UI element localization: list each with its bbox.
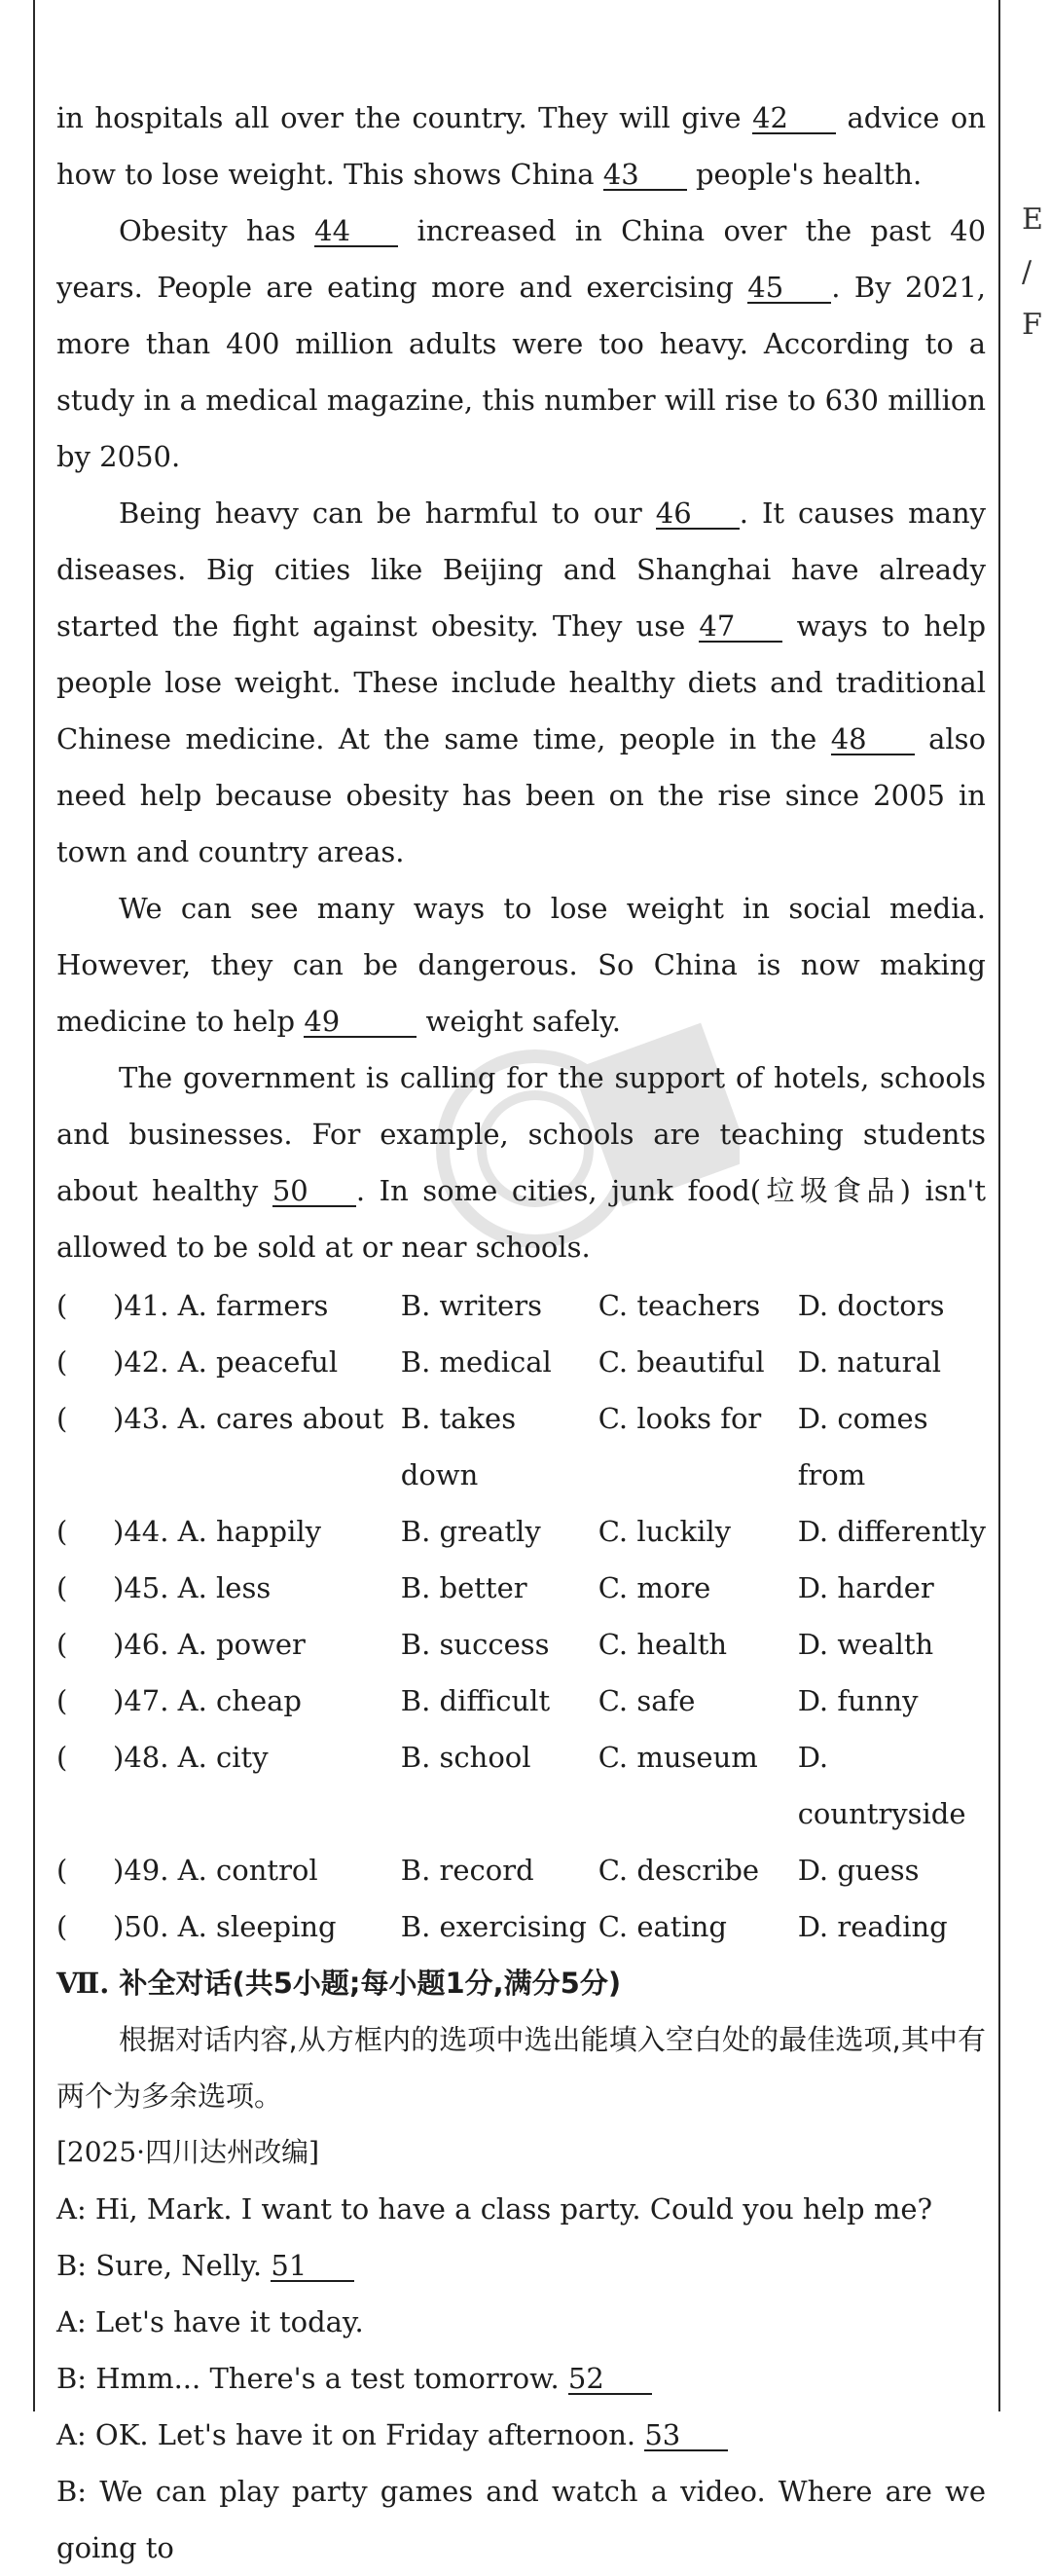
option-d[interactable]: D. harder [797, 1571, 934, 1604]
passage-content [56, 90, 986, 2576]
option-row-46 [56, 1616, 986, 1673]
option-a[interactable]: )46. A. power [113, 1628, 306, 1661]
blank-43[interactable]: 43 [603, 160, 687, 191]
option-a[interactable]: )50. A. sleeping [113, 1910, 337, 1943]
option-b[interactable]: B. record [400, 1854, 534, 1887]
blank-45[interactable]: 45 [747, 273, 831, 304]
dialogue-line-3: A: Let's have it today. [56, 2305, 364, 2338]
option-a[interactable]: )43. A. cares about [113, 1402, 384, 1435]
option-a[interactable]: )41. A. farmers [113, 1289, 329, 1322]
blank-44[interactable]: 44 [314, 216, 398, 247]
option-row-44 [56, 1503, 986, 1560]
option-c[interactable]: C. more [598, 1571, 711, 1604]
blank-50[interactable]: 50 [272, 1176, 356, 1207]
option-b[interactable]: B. exercising [400, 1910, 587, 1943]
option-b[interactable]: B. writers [400, 1289, 543, 1322]
paragraph-5: The government is calling for the support of hotels, schools and businesses. For example, schools are teaching students about healthy 50 . In some cities, junk food(垃圾食品) isn't allowed to be sold at or near schools. [56, 1061, 986, 1264]
answer-paren[interactable]: ( [56, 1628, 68, 1661]
blank-42[interactable]: 42 [752, 103, 836, 134]
option-d[interactable]: D. funny [797, 1684, 919, 1717]
answer-paren[interactable]: ( [56, 1854, 68, 1887]
option-a[interactable]: )44. A. happily [113, 1515, 322, 1548]
option-d[interactable]: D. doctors [797, 1289, 945, 1322]
paragraph-4: We can see many ways to lose weight in social media. However, they can be dangerous. So China is now making medicine to help 49 weight safely. [56, 892, 986, 1038]
edge-glyph-1: E [1022, 202, 1043, 237]
blank-52[interactable]: 52 [568, 2364, 652, 2395]
edge-glyph-2: / [1022, 255, 1033, 289]
dialogue-line-2: B: Sure, Nelly. 51 [56, 2237, 986, 2294]
blank-48[interactable]: 48 [831, 724, 915, 755]
option-a[interactable]: )42. A. peaceful [113, 1345, 339, 1379]
section-heading: Ⅶ. 补全对话(共5小题;每小题1分,满分5分) [56, 1967, 622, 2000]
option-c[interactable]: C. teachers [598, 1289, 761, 1322]
option-d[interactable]: D. guess [797, 1854, 920, 1887]
option-b[interactable]: B. takes down [400, 1402, 517, 1491]
option-row-50 [56, 1898, 986, 1955]
answer-paren[interactable]: ( [56, 1345, 68, 1379]
answer-paren[interactable]: ( [56, 1515, 68, 1548]
option-d[interactable]: D. natural [797, 1345, 942, 1379]
option-c[interactable]: C. looks for [598, 1402, 762, 1435]
option-d[interactable]: D. differently [797, 1515, 986, 1548]
option-a[interactable]: )47. A. cheap [113, 1684, 302, 1717]
option-row-48 [56, 1729, 986, 1842]
option-d[interactable]: D. comes from [797, 1402, 928, 1491]
blank-49[interactable]: 49 [304, 1007, 417, 1038]
option-c[interactable]: C. museum [598, 1741, 758, 1774]
paragraph-2: Obesity has 44 increased in China over the past 40 years. People are eating more and exercising 45 . By 2021, more than 400 million adults were too heavy. According to a study in a medical magazine, this number will rise to 630 million by 2050. [56, 214, 987, 473]
left-margin-line [33, 0, 35, 2411]
option-b[interactable]: B. better [400, 1571, 527, 1604]
option-b[interactable]: B. success [400, 1628, 550, 1661]
option-b[interactable]: B. medical [400, 1345, 552, 1379]
answer-paren[interactable]: ( [56, 1402, 68, 1435]
dialogue-line-6: B: We can play party games and watch a video. Where are we going to [56, 2475, 986, 2564]
paragraph-3: Being heavy can be harmful to our 46 . It causes many diseases. Big cities like Beijing and Shanghai have already started the fight against obesity. They use 47 ways to help people lose weight. These include healthy diets and traditional Chinese medicine. At the same time, people in the 48 also need help because obesity has been on the rise since 2005 in town and country areas. [56, 497, 987, 868]
options-list [56, 1277, 986, 1955]
option-b[interactable]: B. difficult [400, 1684, 551, 1717]
option-c[interactable]: C. eating [598, 1910, 727, 1943]
option-d[interactable]: D. countryside [797, 1741, 966, 1830]
option-a[interactable]: )49. A. control [113, 1854, 318, 1887]
option-row-41 [56, 1277, 986, 1334]
right-margin-line [998, 0, 1000, 2411]
option-d[interactable]: D. wealth [797, 1628, 934, 1661]
blank-53[interactable]: 53 [644, 2420, 728, 2451]
option-c[interactable]: C. safe [598, 1684, 696, 1717]
option-row-47 [56, 1673, 986, 1729]
source-tag: [2025·四川达州改编] [56, 2136, 320, 2168]
dialogue-line-5: A: OK. Let's have it on Friday afternoon. 53 [56, 2407, 986, 2463]
option-a[interactable]: )45. A. less [113, 1571, 272, 1604]
answer-paren[interactable]: ( [56, 1741, 68, 1774]
option-b[interactable]: B. school [400, 1741, 531, 1774]
edge-glyph-3: F [1022, 308, 1042, 342]
option-b[interactable]: B. greatly [400, 1515, 541, 1548]
option-c[interactable]: C. luckily [598, 1515, 732, 1548]
answer-paren[interactable]: ( [56, 1289, 68, 1322]
option-row-49 [56, 1842, 986, 1898]
answer-paren[interactable]: ( [56, 1910, 68, 1943]
blank-46[interactable]: 46 [656, 498, 740, 530]
option-c[interactable]: C. beautiful [598, 1345, 765, 1379]
paragraph-1: in hospitals all over the country. They will give 42 advice on how to lose weight. This shows China 43 people's health. [56, 101, 987, 191]
dialogue-line-1: A: Hi, Mark. I want to have a class party. Could you help me? [56, 2192, 933, 2226]
option-row-43 [56, 1390, 986, 1503]
answer-paren[interactable]: ( [56, 1571, 68, 1604]
option-c[interactable]: C. describe [598, 1854, 760, 1887]
option-c[interactable]: C. health [598, 1628, 728, 1661]
option-a[interactable]: )48. A. city [113, 1741, 269, 1774]
option-row-45 [56, 1560, 986, 1616]
option-row-42 [56, 1334, 986, 1390]
blank-51[interactable]: 51 [271, 2251, 354, 2282]
answer-paren[interactable]: ( [56, 1684, 68, 1717]
dialogue-line-4: B: Hmm... There's a test tomorrow. 52 [56, 2350, 986, 2407]
blank-47[interactable]: 47 [699, 611, 782, 643]
option-d[interactable]: D. reading [797, 1910, 948, 1943]
section-instruction: 根据对话内容,从方框内的选项中选出能填入空白处的最佳选项,其中有两个为多余选项。 [56, 2023, 986, 2113]
